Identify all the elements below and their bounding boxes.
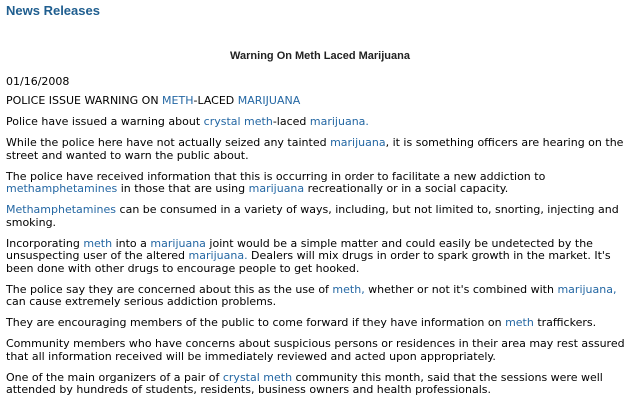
paragraph-text: traffickers. xyxy=(533,316,597,329)
keyword-link[interactable]: marijuana, xyxy=(557,282,617,296)
paragraph-text: whether or not it's combined with xyxy=(364,282,558,296)
paragraph-text: While the police here have not actually seized any tainted xyxy=(6,136,331,149)
keyword-link[interactable]: Methamphetamines xyxy=(6,203,117,216)
paragraph-text: joint would be a simple matter and could easily be undetected by the unsuspecting user of the altered xyxy=(6,236,593,262)
paragraph-text: into a xyxy=(112,236,151,250)
article-paragraph xyxy=(6,116,632,129)
article-paragraph xyxy=(6,95,632,108)
keyword-link[interactable]: meth xyxy=(83,236,113,250)
article-paragraph xyxy=(6,317,632,330)
article-paragraph xyxy=(6,137,632,162)
paragraph-text: The police say they are concerned about this as the use of xyxy=(6,282,333,296)
article-body xyxy=(6,76,632,405)
paragraph-text: can cause extremely serious addiction problems. xyxy=(6,295,277,308)
keyword-link[interactable]: crystal meth xyxy=(222,370,293,384)
article-paragraph xyxy=(6,284,632,309)
paragraph-text: Dealers will mix drugs in order to spark growth in the market. It's been done with other drugs to encourage people to get hooked. xyxy=(6,249,611,275)
paragraph-text: can be consumed in a variety of ways, including, but not limited to, snorting, injecting and smoking. xyxy=(6,203,619,229)
keyword-link[interactable]: marijuana xyxy=(248,182,305,195)
article-date: 01/16/2008 xyxy=(6,75,70,88)
keyword-link[interactable]: marijuana xyxy=(330,136,386,149)
paragraph-text: -laced xyxy=(272,115,310,128)
paragraph-text: They are encouraging members of the public to come forward if they have information on xyxy=(6,316,506,329)
paragraph-text: Incorporating xyxy=(6,236,84,250)
paragraph-text: The police have received information that this is occurring in order to facilitate a new addiction to xyxy=(6,169,546,183)
paragraph-text: recreationally or in a social capacity. xyxy=(304,182,509,195)
paragraph-text: , it is something officers are hearing on the street and wanted to warn the public about. xyxy=(6,136,624,162)
article-paragraph xyxy=(6,238,632,276)
keyword-link[interactable]: marijuana. xyxy=(309,115,369,128)
keyword-link[interactable]: meth xyxy=(505,316,534,329)
article-paragraph xyxy=(6,338,632,363)
keyword-link[interactable]: methamphetamines xyxy=(6,182,118,195)
article-title: Warning On Meth Laced Marijuana xyxy=(230,50,410,62)
article-paragraph xyxy=(6,204,632,229)
keyword-link[interactable]: MARIJUANA xyxy=(237,94,301,107)
section-heading: News Releases xyxy=(6,3,100,18)
paragraph-text: -LACED xyxy=(193,94,238,107)
article-paragraphs xyxy=(6,95,632,397)
paragraph-text: Police have issued a warning about xyxy=(6,115,204,128)
keyword-link[interactable]: marijuana. xyxy=(188,249,248,262)
keyword-link[interactable]: meth, xyxy=(332,282,365,296)
article-paragraph xyxy=(6,171,632,196)
keyword-link[interactable]: crystal meth xyxy=(203,115,273,128)
paragraph-text: Community members who have concerns about suspicious persons or residences in their area may rest assured that all information received will be immediately reviewed and acted upon appropriately. xyxy=(6,337,625,363)
paragraph-text: One of the main organizers of a pair of xyxy=(6,370,223,384)
paragraph-text: in those that are using xyxy=(117,182,249,195)
keyword-link[interactable]: marijuana xyxy=(150,236,206,250)
article-paragraph xyxy=(6,372,632,397)
paragraph-text: community this month, said that the sessions were well attended by hundreds of students, residents, business owners and health professionals. xyxy=(6,370,603,396)
keyword-link[interactable]: METH xyxy=(162,94,194,107)
paragraph-text: POLICE ISSUE WARNING ON xyxy=(6,94,163,107)
